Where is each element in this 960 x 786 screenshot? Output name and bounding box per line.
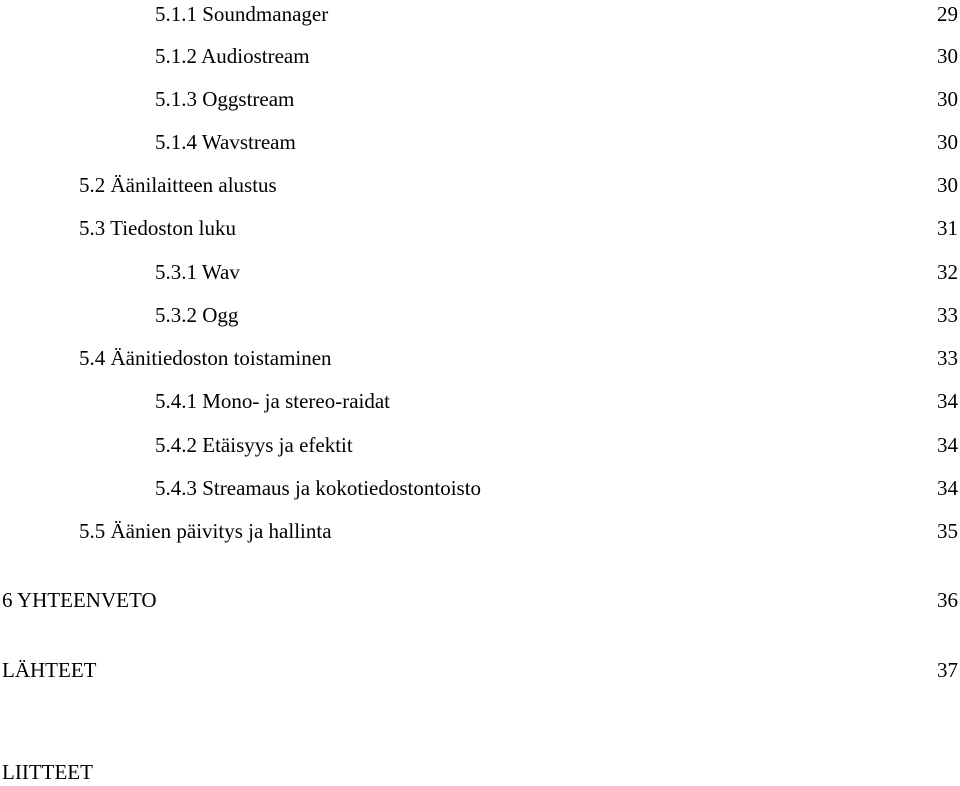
- toc-entry: [2, 758, 958, 786]
- toc-entry-page: 34: [937, 433, 958, 457]
- toc-entry: [79, 344, 958, 372]
- toc-entry: [155, 128, 958, 156]
- toc-entry-title: 5.1.3 Oggstream: [155, 87, 295, 111]
- toc-entry-title: 5.4.1 Mono- ja stereo-raidat: [155, 389, 391, 413]
- toc-entry-page: 30: [937, 130, 958, 154]
- toc-entry-title: 5.3.1 Wav: [155, 260, 240, 284]
- toc-entry-page: 35: [937, 519, 958, 543]
- toc-entry-page: 30: [937, 44, 958, 68]
- toc-entry-title: 5.1.1 Soundmanager: [155, 2, 329, 26]
- toc-entry-page: 36: [937, 588, 958, 612]
- toc-entry-title: 5.2 Äänilaitteen alustus: [79, 173, 277, 197]
- toc-entry-page: 29: [937, 2, 958, 26]
- toc-entry: [155, 474, 958, 502]
- toc-entry-title: 5.3.2 Ogg: [155, 303, 239, 327]
- toc-entry-page: 33: [937, 303, 958, 327]
- toc-entry-title: 5.1.4 Wavstream: [155, 130, 296, 154]
- toc-entry: [79, 214, 958, 242]
- toc-entry: [155, 301, 958, 329]
- toc-entry-title: 5.5 Äänien päivitys ja hallinta: [79, 519, 332, 543]
- toc-entry-page: 31: [937, 216, 958, 240]
- toc-entry: [155, 387, 958, 415]
- toc-entry-title: LÄHTEET: [2, 658, 97, 682]
- toc-entry-page: 30: [937, 173, 958, 197]
- toc-entry: [155, 0, 958, 28]
- toc-entry: [155, 258, 958, 286]
- toc-entry: [2, 586, 958, 614]
- toc-entry-title: LIITTEET: [2, 760, 93, 784]
- toc-entry: [2, 656, 958, 684]
- toc-entry-page: 30: [937, 87, 958, 111]
- toc-entry: [79, 171, 958, 199]
- toc-entry-title: 5.4.2 Etäisyys ja efektit: [155, 433, 353, 457]
- toc-entry-title: 5.4.3 Streamaus ja kokotiedostontoisto: [155, 476, 482, 500]
- toc-entry-title: 5.1.2 Audiostream: [155, 44, 310, 68]
- toc-entry: [79, 517, 958, 545]
- toc-entry: [155, 42, 958, 70]
- toc-entry-page: 33: [937, 346, 958, 370]
- toc-entry-page: 34: [937, 389, 958, 413]
- toc-entry-page: 34: [937, 476, 958, 500]
- toc-entry: [155, 431, 958, 459]
- toc-entry: [155, 85, 958, 113]
- toc-entry-title: 6 YHTEENVETO: [2, 588, 157, 612]
- toc-entry-page: 37: [937, 658, 958, 682]
- toc-entry-title: 5.4 Äänitiedoston toistaminen: [79, 346, 332, 370]
- toc-entry-page: 32: [937, 260, 958, 284]
- toc-entry-title: 5.3 Tiedoston luku: [79, 216, 236, 240]
